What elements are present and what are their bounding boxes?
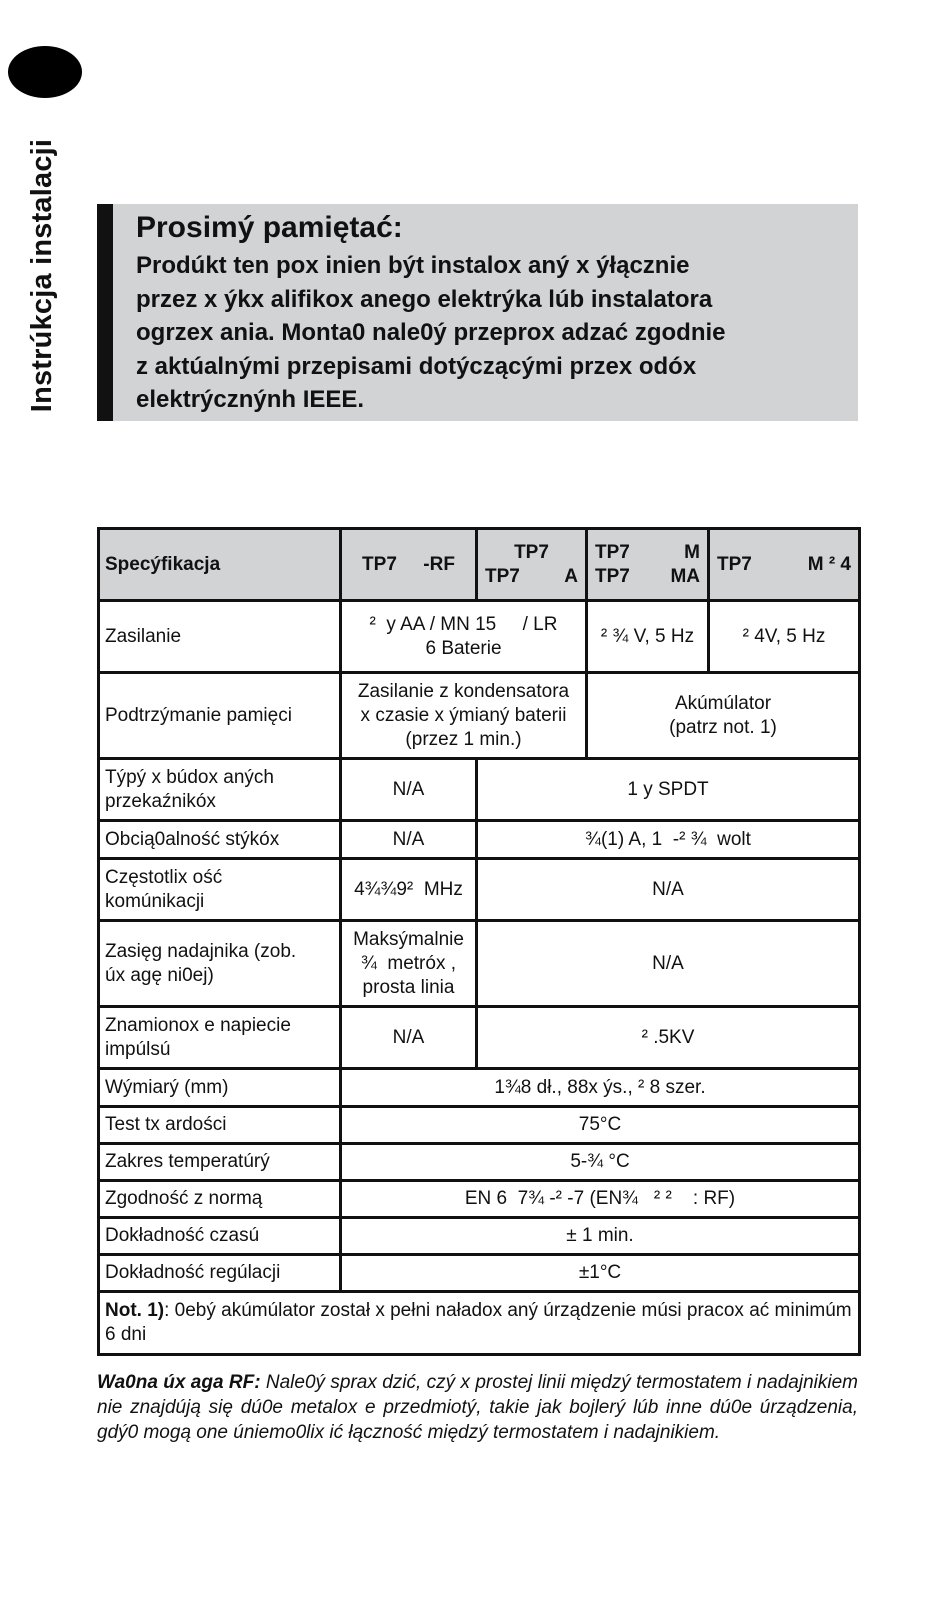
table-header-row — [99, 529, 860, 601]
rf-warning — [97, 1370, 858, 1445]
table-row: Podtrzýmanie pamięci Zasilanie z kondensatora x czasie x ýmianý baterii (przez 1 min.) Akúmúlator (patrz not. 1) — [99, 673, 860, 759]
table-row: Zgodność z normą EN 6 7¾ -² -7 (EN¾ ² ² : RF) — [99, 1181, 860, 1218]
table-row: Obcią0alność stýkóx N/A ¾(1) A, 1 -² ¾ wolt — [99, 821, 860, 859]
rf-warning-label: Wa0na úx aga RF: — [97, 1372, 261, 1393]
notice-title: Prosimý pamiętać: — [136, 211, 403, 244]
note-label: Not. 1) — [105, 1300, 165, 1321]
notice-text: Prodúkt ten pox inien být instalox aný x ýłącznie przez x ýkx alifikox anego elektrýka lúb instalatora ogrzex ania. Monta0 nale0ý przeprox adzać zgodnie z aktúalnými przepisami dotýczącými przex odóx elektrýcznýnh IEEE. — [136, 252, 726, 413]
side-section-title: Instrúkcja instalacji — [26, 138, 59, 412]
table-row: Częstotlix ość komúnikacji 4¾¾9² MHz N/A — [99, 859, 860, 921]
table-row: Znamionox e napiecie impúlsú N/A ² .5KV — [99, 1007, 860, 1069]
note-text: : 0ebý akúmúlator został x pełni naładox aný úrządzenie músi pracox ać minimúm 6 dni — [105, 1300, 852, 1345]
table-row: Wýmiarý (mm) 1¾8 dł., 88x ýs., ² 8 szer. — [99, 1069, 860, 1107]
table-row: Dokładność regúlacji ±1°C — [99, 1255, 860, 1292]
header-col-m24: TP7 M ² 4 — [709, 529, 860, 601]
table-row: Zasilanie ² y AA / MN 15 / LR 6 Baterie ² ¾ V, 5 Hz ² 4V, 5 Hz — [99, 601, 860, 673]
table-row: Týpý x búdox aných przekaźnikóx N/A 1 y SPDT — [99, 759, 860, 821]
table-row: Zasięg nadajnika (zob. úx agę ni0ej) Maksýmalnie ¾ metróx , prosta linia N/A — [99, 921, 860, 1007]
specification-table — [97, 527, 861, 1356]
table-row: Zakres temperatúrý 5-¾ °C — [99, 1144, 860, 1181]
table-row: Dokładność czasú ± 1 min. — [99, 1218, 860, 1255]
header-col-a: TP7 TP7 A — [477, 529, 587, 601]
header-col-m: TP7 M TP7 MA — [587, 529, 709, 601]
notice-box — [97, 204, 858, 421]
table-row: Test tx ardości 75°C — [99, 1107, 860, 1144]
section-tab-marker — [8, 46, 82, 98]
header-col-rf: TP7 -RF — [341, 529, 477, 601]
rf-warning-text: Nale0ý sprax dzić, czý x prostej linii międzý termostatem i nadajnikiem nie znajdúją się dú0e metalox e przedmiotý, takie jak bojlerý lúb inne dú0e úrządzenia, gdý0 mogą one úniemo0lix ić łączność międzý termostatem i nadajnikiem. — [97, 1372, 858, 1443]
table-note-row — [99, 1292, 860, 1355]
header-label: Specýfikacja — [99, 529, 341, 601]
